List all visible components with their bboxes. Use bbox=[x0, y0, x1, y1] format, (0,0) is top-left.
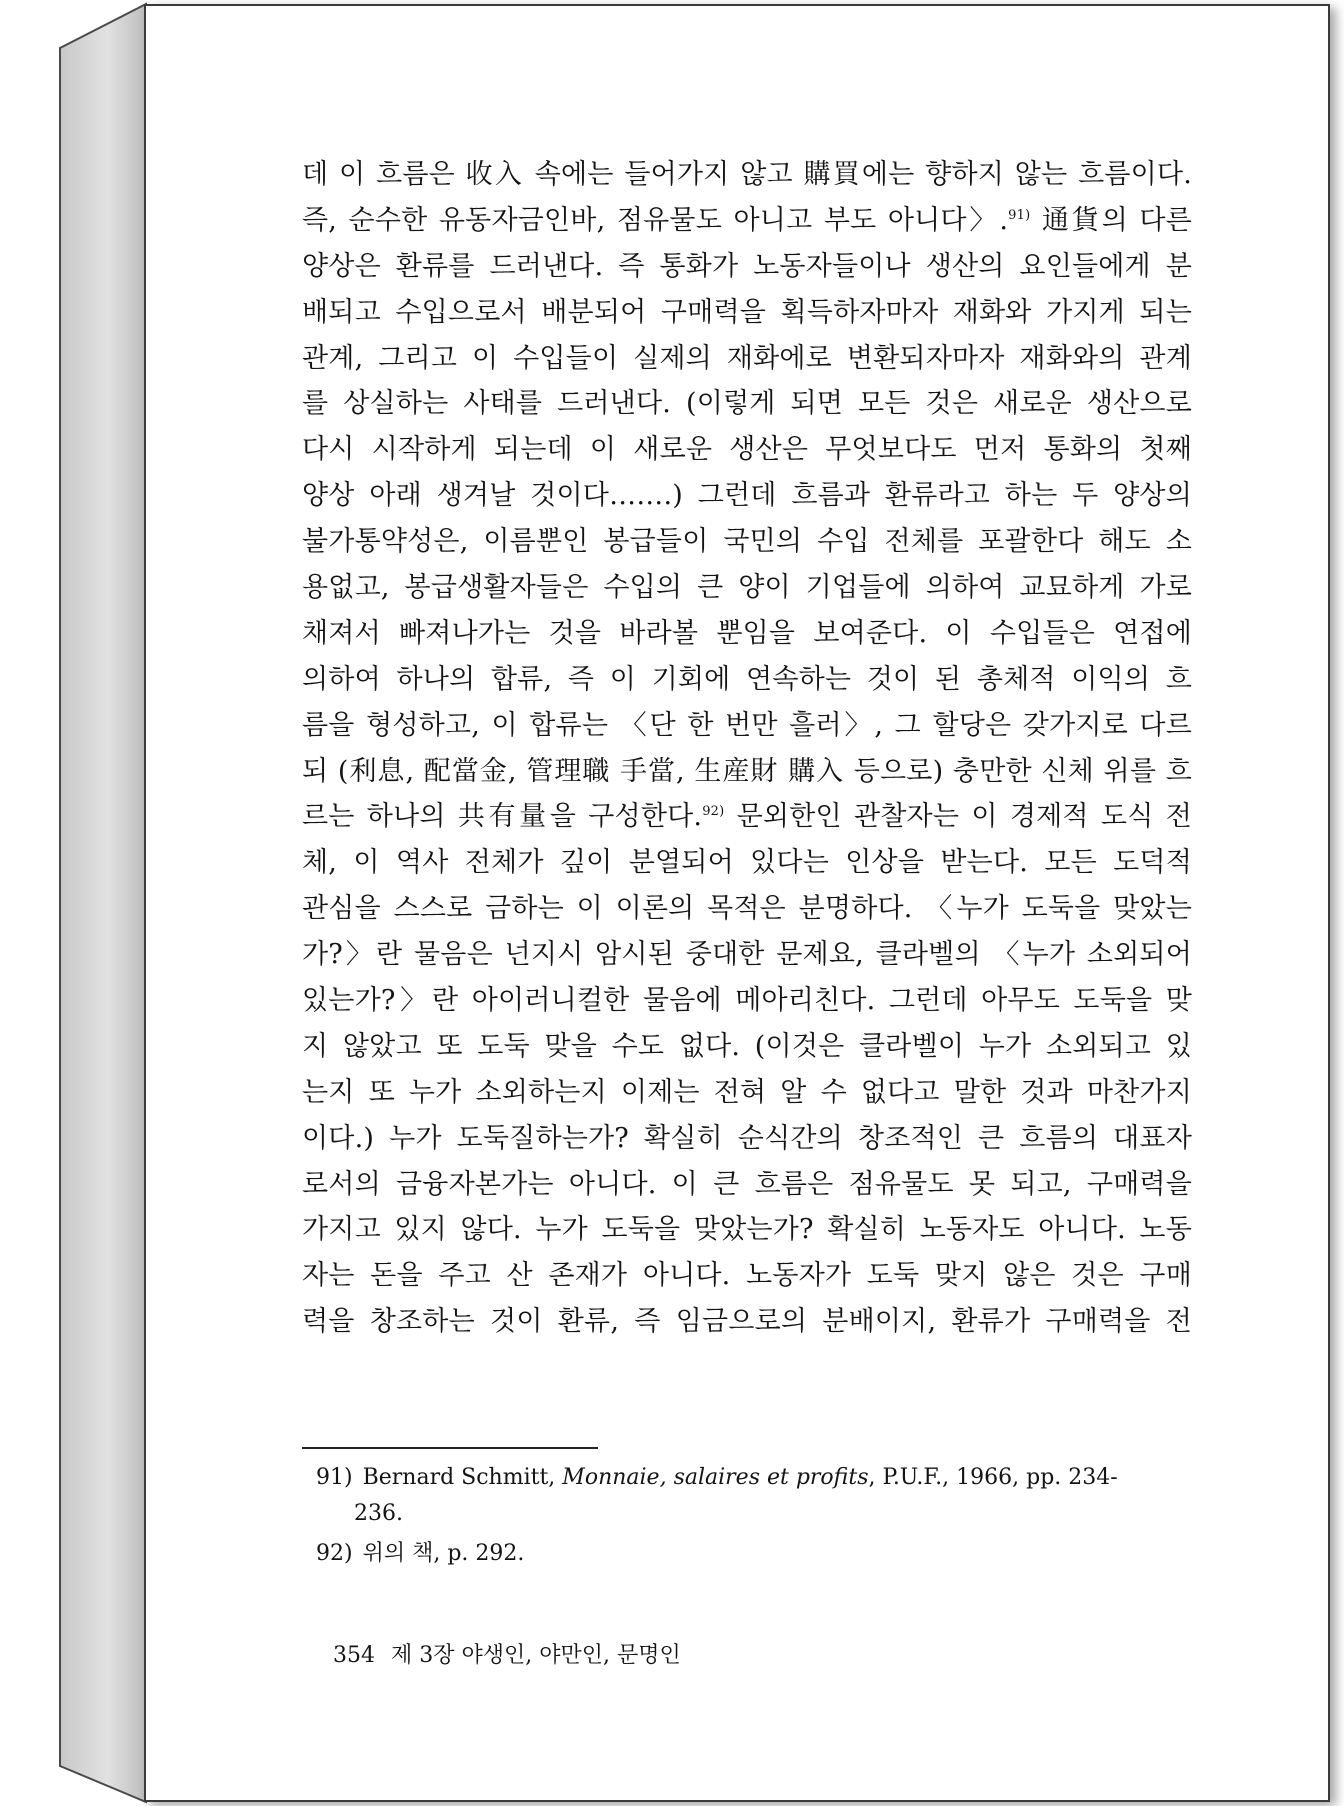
text-line-20: 지 않았고 또 도둑 맞을 수도 없다. (이것은 클라벨이 누가 소외되고 있 bbox=[302, 1030, 1192, 1062]
chapter-title: 제 3장 야생인, 야만인, 문명인 bbox=[391, 1643, 681, 1668]
text-line-26: 력을 창조하는 것이 환류, 즉 임금으로의 분배이지, 환류가 구매력을 전 bbox=[302, 1306, 1192, 1338]
footnotes bbox=[302, 1460, 1192, 1572]
text-line-24: 가지고 있지 않다. 누가 도둑을 맞았는가? 확실히 노동자도 아니다. 노동 bbox=[302, 1214, 1192, 1246]
footnote-author: Bernard Schmitt, bbox=[362, 1465, 556, 1490]
text-line-11: 채져서 빠져나가는 것을 바라볼 뿐임을 보여준다. 이 수입들은 연접에 bbox=[302, 617, 1192, 649]
footnote-details: , P.U.F., 1966, pp. 234- bbox=[868, 1465, 1118, 1490]
text-line-14: 되 (利息, 配當金, 管理職 手當, 生産財 購入 등으로) 충만한 신체 위를 흐 bbox=[302, 755, 1192, 787]
book-spine bbox=[0, 0, 150, 1806]
text-line-15-main: 르는 하나의 共有量을 구성한다. bbox=[302, 801, 703, 833]
text-line-2-tail: 通貨의 다른 bbox=[1041, 204, 1192, 236]
text-line-12: 의하여 하나의 합류, 즉 이 기회에 연속하는 것이 된 총체적 이익의 흐 bbox=[302, 663, 1192, 695]
text-line-15-tail: 문외한인 관찰자는 이 경제적 도식 전 bbox=[736, 801, 1192, 833]
text-line-23: 로서의 금융자본가는 아니다. 이 큰 흐름은 점유물도 못 되고, 구매력을 bbox=[302, 1168, 1192, 1200]
footnote-text: 위의 책, p. 292. bbox=[362, 1541, 525, 1566]
text-line-17: 관심을 스스로 금하는 이 이론의 목적은 분명하다. 〈누가 도둑을 맞았는 bbox=[302, 893, 1192, 925]
text-line-18: 가?〉란 물음은 넌지시 암시된 중대한 문제요, 클라벨의 〈누가 소외되어 bbox=[302, 939, 1192, 971]
body-text bbox=[302, 152, 1192, 1345]
footnote-number: 92) bbox=[316, 1541, 353, 1566]
text-line-2 bbox=[302, 198, 1192, 244]
text-line-15 bbox=[302, 794, 1192, 840]
footnote-book-title: Monnaie, salaires et profits bbox=[562, 1465, 869, 1490]
footnote-ref-92[interactable]: 92) bbox=[702, 804, 725, 820]
footnote-ref-91[interactable]: 91) bbox=[1008, 207, 1031, 223]
footnote-number: 91) bbox=[316, 1465, 353, 1490]
running-footer bbox=[333, 1638, 681, 1669]
text-line-25: 자는 돈을 주고 산 존재가 아니다. 노동자가 도둑 맞지 않은 것은 구매 bbox=[302, 1260, 1192, 1292]
footnote-rule bbox=[302, 1447, 598, 1449]
text-line-10: 용없고, 봉급생활자들은 수입의 큰 양이 기업들에 의하여 교묘하게 가로 bbox=[302, 572, 1192, 604]
text-line-4: 배되고 수입으로서 배분되어 구매력을 획득하자마자 재화와 가지게 되는 bbox=[302, 296, 1192, 328]
text-line-16: 체, 이 역사 전체가 깊이 분열되어 있다는 인상을 받는다. 모든 도덕적 bbox=[302, 847, 1192, 879]
footnote-92 bbox=[302, 1536, 1192, 1572]
text-line-3: 양상은 환류를 드러낸다. 즉 통화가 노동자들이나 생산의 요인들에게 분 bbox=[302, 250, 1192, 282]
page-number: 354 bbox=[333, 1643, 375, 1668]
text-line-21: 는지 또 누가 소외하는지 이제는 전혀 알 수 없다고 말한 것과 마찬가지 bbox=[302, 1076, 1192, 1108]
text-line-1: 데 이 흐름은 收入 속에는 들어가지 않고 購買에는 향하지 않는 흐름이다. bbox=[302, 159, 1192, 190]
text-line-22: 이다.) 누가 도둑질하는가? 확실히 순식간의 창조적인 큰 흐름의 대표자 bbox=[302, 1122, 1192, 1154]
text-line-6: 를 상실하는 사태를 드러낸다. (이렇게 되면 모든 것은 새로운 생산으로 bbox=[302, 388, 1192, 420]
text-line-9: 불가통약성은, 이름뿐인 봉급들이 국민의 수입 전체를 포괄한다 해도 소 bbox=[302, 526, 1192, 558]
text-line-19: 있는가?〉란 아이러니컬한 물음에 메아리친다. 그런데 아무도 도둑을 맞 bbox=[302, 985, 1192, 1017]
text-line-5: 관계, 그리고 이 수입들이 실제의 재화에로 변환되자마자 재화와의 관계 bbox=[302, 342, 1192, 374]
text-line-8: 양상 아래 생겨날 것이다…….) 그런데 흐름과 환류라고 하는 두 양상의 bbox=[302, 480, 1192, 512]
text-line-13: 름을 형성하고, 이 합류는 〈단 한 번만 흘러〉, 그 할당은 갖가지로 다르 bbox=[302, 709, 1192, 741]
text-line-2-main: 즉, 순수한 유동자금인바, 점유물도 아니고 부도 아니다〉. bbox=[302, 204, 1009, 236]
footnote-continuation: 236. bbox=[354, 1501, 403, 1526]
footnote-91 bbox=[302, 1460, 1192, 1532]
text-line-7: 다시 시작하게 되는데 이 새로운 생산은 무엇보다도 먼저 통화의 첫째 bbox=[302, 434, 1192, 466]
